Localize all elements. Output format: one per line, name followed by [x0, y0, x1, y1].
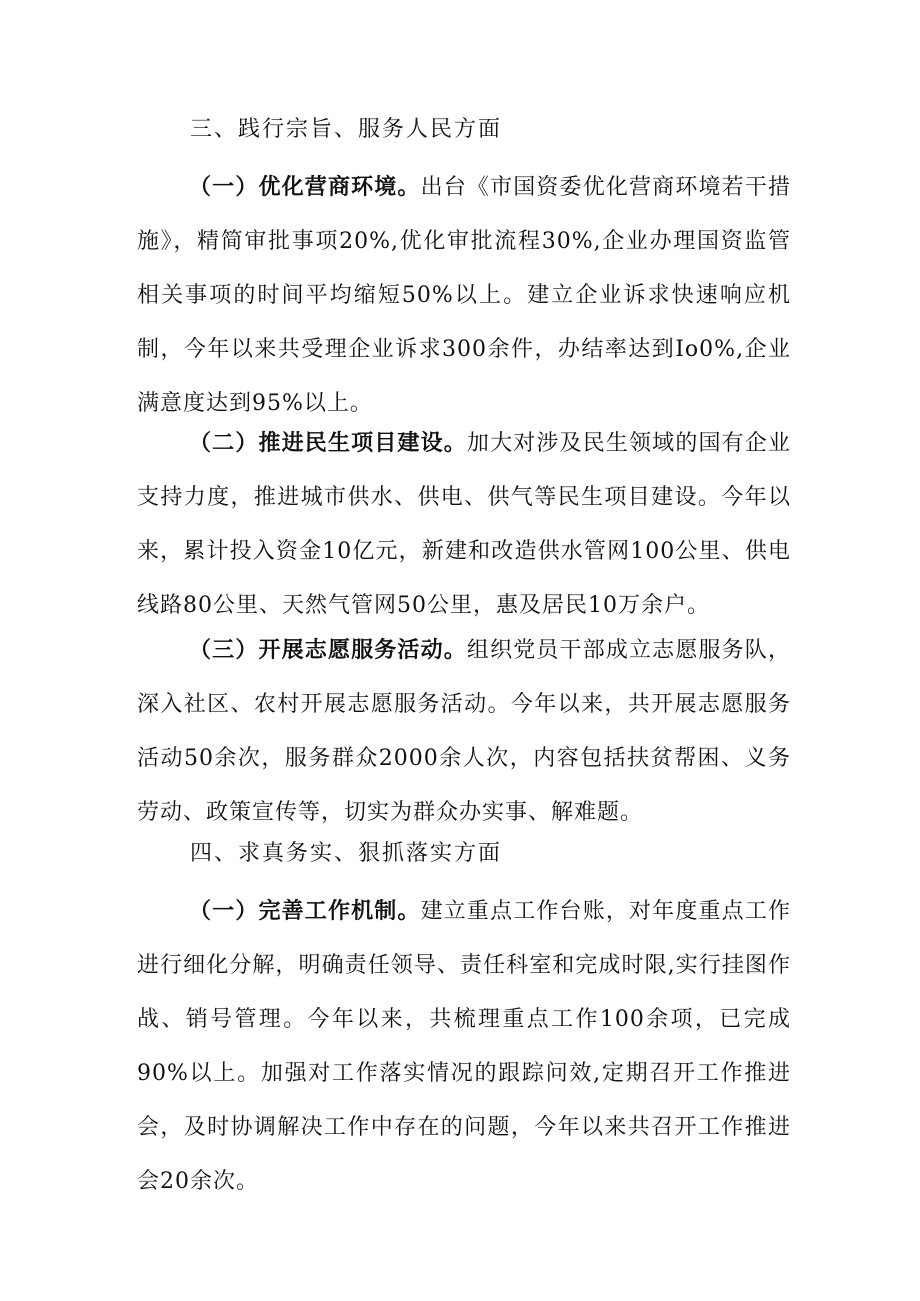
paragraph-body: 加大对涉及民生领域的国有企业支持力度，推进城市供水、供电、供气等民生项目建设。今年以来，累计投入资金10亿元，新建和改造供水管网100公里、供电线路80公里、天然气管网50公里，惠及居民10万余户。 — [137, 431, 791, 618]
paragraph-lead: （一）优化营商环境。 — [189, 174, 421, 200]
paragraph-lead: （三）开展志愿服务活动。 — [189, 637, 467, 663]
paragraph-body: 出台《市国资委优化营商环境若干措施》，精简审批事项20%,优化审批流程30%,企业办理国资监管相关事项的时间平均缩短50%以上。建立企业诉求快速响应机制，今年以来共受理企业诉求300余件，办结率达到Io0%,企业满意度达到95%以上。 — [137, 175, 791, 416]
section-heading-3: 三、践行宗旨、服务人民方面 — [190, 117, 503, 142]
paragraph-body: 组织党员干部成立志愿服务队，深入社区、农村开展志愿服务活动。今年以来，共开展志愿服务活动50余次，服务群众2000余人次，内容包括扶贫帮困、义务劳动、政策宣传等，切实为群众办实事、解难题。 — [137, 638, 791, 825]
paragraph-optimize-business-environment — [137, 160, 791, 431]
section-heading-4: 四、求真务实、狠抓落实方面 — [190, 841, 503, 866]
paragraph-lead: （一）完善工作机制。 — [189, 898, 421, 924]
paragraph-lead: （二）推进民生项目建设。 — [189, 430, 467, 456]
paragraph-work-mechanism — [137, 884, 791, 1209]
paragraph-volunteer-service — [137, 623, 791, 840]
paragraph-body: 建立重点工作台账，对年度重点工作进行细化分解，明确责任领导、责任科室和完成时限,实行挂图作战、销号管理。今年以来，共梳理重点工作100余项，已完成90%以上。加强对工作落实情况的跟踪问效,定期召开工作推进会，及时协调解决工作中存在的问题，今年以来共召开工作推进会20余次。 — [137, 899, 791, 1194]
paragraph-livelihood-projects — [137, 416, 791, 633]
